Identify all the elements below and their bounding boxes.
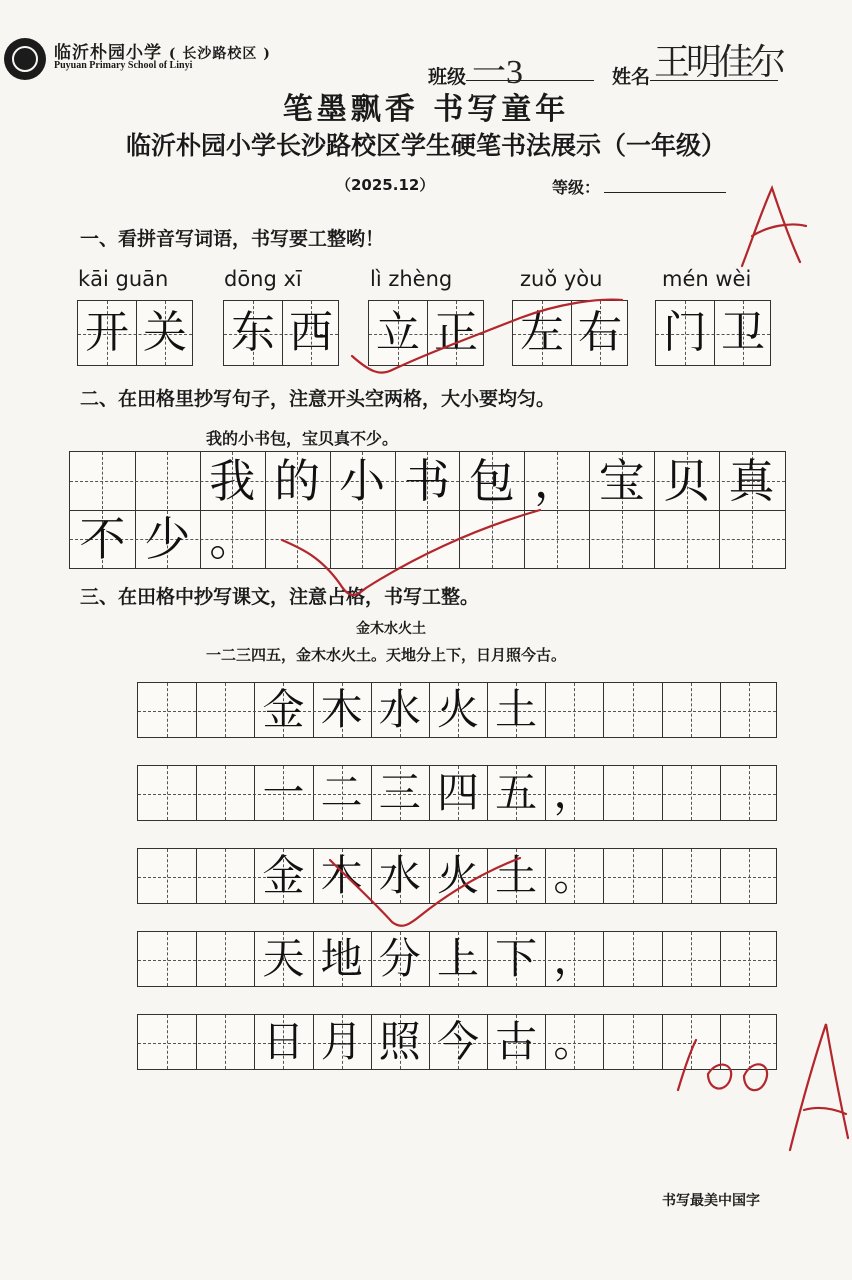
written-char: 正 xyxy=(434,307,478,358)
written-char: 古 xyxy=(495,1017,538,1066)
written-char: 金 xyxy=(262,851,305,900)
text-grid-row xyxy=(137,848,777,904)
written-char: 小 xyxy=(339,454,386,508)
written-char: 日 xyxy=(262,1017,305,1066)
written-char: 金 xyxy=(262,685,305,734)
written-char: 上 xyxy=(436,934,479,983)
written-char: 月 xyxy=(320,1017,363,1066)
written-char: 照 xyxy=(378,1017,421,1066)
written-char: 三 xyxy=(378,768,421,817)
written-char: ， xyxy=(533,454,580,508)
written-char: 。 xyxy=(553,1017,596,1066)
written-char: 木 xyxy=(320,851,363,900)
pinyin-5: mén wèi xyxy=(662,267,752,291)
written-char: 土 xyxy=(495,851,538,900)
section1-heading: 一、看拼音写词语，书写要工整哟！ xyxy=(80,228,385,250)
text-grid-row xyxy=(137,931,777,987)
word-box xyxy=(368,300,484,366)
written-char: 火 xyxy=(436,685,479,734)
school-name-text: 临沂朴园小学 xyxy=(54,43,162,63)
written-char: 西 xyxy=(289,307,333,358)
word-box xyxy=(77,300,193,366)
written-char: 水 xyxy=(378,685,421,734)
written-char: 左 xyxy=(520,307,564,358)
written-char: 分 xyxy=(378,934,421,983)
word-box xyxy=(655,300,771,366)
written-char: 今 xyxy=(436,1017,479,1066)
grade-mark-stroke xyxy=(742,188,806,266)
written-char: 一 xyxy=(262,768,305,817)
school-english-name: Puyuan Primary School of Linyi xyxy=(54,60,193,71)
written-char: 右 xyxy=(578,307,622,358)
written-char: 天 xyxy=(262,934,305,983)
page-subtitle: 临沂朴园小学长沙路校区学生硬笔书法展示（一年级） xyxy=(125,131,726,160)
pinyin-3: lì zhèng xyxy=(370,267,453,291)
written-char: 。 xyxy=(209,512,256,566)
written-char: 火 xyxy=(436,851,479,900)
written-char: 四 xyxy=(436,768,479,817)
written-char: 土 xyxy=(495,685,538,734)
name-label: 姓名 xyxy=(612,66,651,88)
written-char: 二 xyxy=(320,768,363,817)
written-char: 不 xyxy=(79,512,126,566)
written-char: 卫 xyxy=(721,307,765,358)
written-char: 地 xyxy=(320,934,363,983)
written-char: 关 xyxy=(143,307,187,358)
written-char: 贝 xyxy=(663,454,710,508)
page-title: 笔墨飘香 书写童年 xyxy=(282,92,570,127)
grade-field xyxy=(604,192,726,193)
written-char: 五 xyxy=(495,768,538,817)
campus-name: ( 长沙路校区 ) xyxy=(168,46,271,62)
class-label: 班级 xyxy=(428,66,467,88)
pinyin-4: zuǒ yòu xyxy=(520,267,603,291)
written-char: ， xyxy=(553,934,596,983)
written-char: 少 xyxy=(144,512,191,566)
text-grid-row xyxy=(137,1014,777,1070)
date: （2025.12） xyxy=(336,176,435,194)
footer-slogan: 书写最美中国字 xyxy=(662,1193,760,1209)
written-char: 宝 xyxy=(598,454,645,508)
written-char: 下 xyxy=(495,934,538,983)
text-title: 金木水火土 xyxy=(356,621,426,637)
written-char: 水 xyxy=(378,851,421,900)
section2-heading: 二、在田格里抄写句子，注意开头空两格，大小要均匀。 xyxy=(80,388,556,410)
text-grid-row xyxy=(137,765,777,821)
text-grid-row xyxy=(137,682,777,738)
written-char: 的 xyxy=(274,454,321,508)
section3-model-text: 一二三四五，金木水火土。天地分上下，日月照今古。 xyxy=(206,646,567,664)
class-value: 一3 xyxy=(472,54,523,91)
written-char: ， xyxy=(553,768,596,817)
school-logo xyxy=(4,38,46,80)
written-char: 门 xyxy=(663,307,707,358)
written-char: 我 xyxy=(209,454,256,508)
section3-heading: 三、在田格中抄写课文，注意占格，书写工整。 xyxy=(80,586,480,608)
score-grade xyxy=(790,1024,848,1150)
written-char: 东 xyxy=(231,307,275,358)
sentence-grid xyxy=(69,451,786,569)
word-box xyxy=(512,300,628,366)
pinyin-2: dōng xī xyxy=(224,267,302,291)
written-char: 书 xyxy=(403,454,450,508)
pinyin-1: kāi guān xyxy=(78,267,169,291)
written-char: 包 xyxy=(468,454,515,508)
written-char: 立 xyxy=(376,307,420,358)
written-char: 木 xyxy=(320,685,363,734)
written-char: 开 xyxy=(85,307,129,358)
name-value: 王明佳尔 xyxy=(654,42,783,82)
word-box xyxy=(223,300,339,366)
written-char: 。 xyxy=(553,851,596,900)
written-char: 真 xyxy=(728,454,775,508)
grade-label: 等级： xyxy=(552,178,601,197)
section2-model-sentence: 我的小书包，宝贝真不少。 xyxy=(206,429,399,448)
